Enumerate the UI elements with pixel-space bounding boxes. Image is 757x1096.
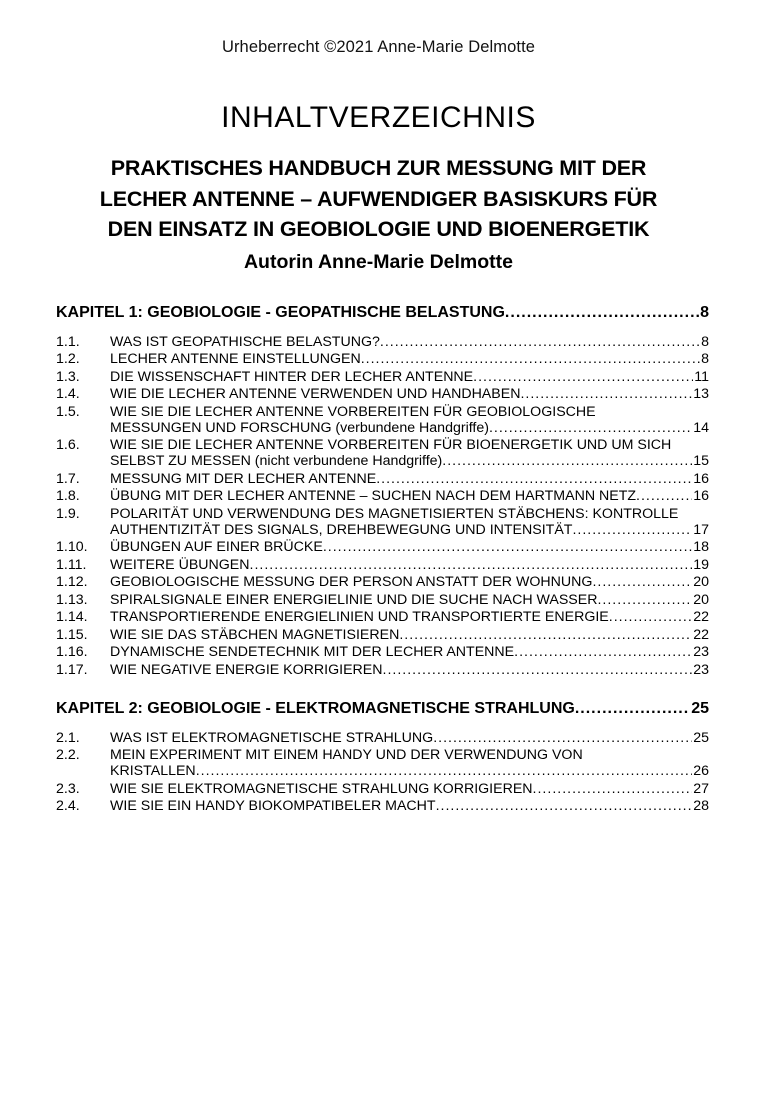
- toc-entry-title: WAS IST ELEKTROMAGNETISCHE STRAHLUNG: [110, 729, 434, 746]
- toc-chapter-page: 8: [700, 303, 709, 321]
- toc-entry-text-block: [110, 386, 709, 402]
- toc-leader-dots: [436, 798, 693, 814]
- toc-entry-number: 2.2.: [56, 747, 80, 764]
- toc-entry-line: [110, 369, 709, 385]
- toc-entry-page: 16: [693, 470, 709, 487]
- toc-entry-line: [110, 539, 709, 555]
- toc-entry[interactable]: [48, 404, 709, 436]
- toc-entry-title: WIE SIE DIE LECHER ANTENNE VORBEREITEN FÜR BIOENERGETIK UND UM SICH: [110, 437, 672, 454]
- toc-entry-text-block: [110, 747, 709, 779]
- toc-entry-text-block: [110, 351, 709, 367]
- toc-entry-line: [110, 662, 709, 678]
- toc-entry[interactable]: [48, 557, 709, 573]
- toc-leader-dots: [433, 730, 692, 746]
- toc-leader-dots: [473, 369, 693, 385]
- subtitle-line-3: DEN EINSATZ IN GEOBIOLOGIE UND BIOENERGETIK: [107, 217, 650, 242]
- toc-entry-number: 1.14.: [56, 609, 88, 626]
- toc-entry-line: [110, 471, 709, 487]
- copyright-line: Urheberrecht ©2021 Anne-Marie Delmotte: [221, 38, 536, 56]
- toc-leader-dots: [575, 700, 690, 718]
- toc-entry[interactable]: [48, 592, 709, 608]
- toc-entry-line: [110, 453, 709, 469]
- toc-entry-title: SPIRALSIGNALE EINER ENERGIELINIE UND DIE SUCHE NACH WASSER: [110, 591, 598, 608]
- toc-entry[interactable]: [48, 351, 709, 367]
- subtitle-line-2: LECHER ANTENNE – AUFWENDIGER BASISKURS FÜR: [99, 186, 658, 211]
- toc-entry-number: 1.17.: [56, 661, 88, 678]
- toc-entry-text-block: [110, 404, 709, 436]
- toc-entry-line: [110, 627, 709, 643]
- toc-entry[interactable]: [48, 437, 709, 469]
- toc-entry-title: WIE SIE DIE LECHER ANTENNE VORBEREITEN FÜR GEOBIOLOGISCHE: [110, 403, 596, 420]
- toc-entry-line: [110, 574, 709, 590]
- toc-entry-line: [110, 404, 709, 420]
- toc-entry-line: [110, 798, 709, 814]
- toc-entry-line: [110, 522, 709, 538]
- toc-entry-title: WIE DIE LECHER ANTENNE VERWENDEN UND HANDHABEN: [110, 386, 521, 403]
- toc-entry-title: WEITERE ÜBUNGEN: [110, 556, 250, 573]
- toc-leader-dots: [323, 539, 692, 555]
- toc-entry-number: 1.15.: [56, 626, 88, 643]
- toc-chapter-row[interactable]: [48, 304, 709, 322]
- toc-entry-line: [110, 334, 709, 350]
- toc-leader-dots: [533, 781, 693, 797]
- toc-entry-line: [110, 488, 709, 504]
- document-subtitle: [52, 153, 705, 245]
- toc-entry-number: 2.4.: [56, 798, 80, 815]
- toc-entry-page: 28: [693, 798, 709, 815]
- toc-entry-text-block: [110, 609, 709, 625]
- toc-entry-page: 13: [693, 386, 709, 403]
- toc-entry-text-block: [110, 437, 709, 469]
- page-title: INHALTVERZEICHNIS: [221, 101, 536, 134]
- toc-entry-page: 14: [693, 419, 709, 436]
- toc-entry[interactable]: [48, 386, 709, 402]
- toc-entry-number: 1.9.: [56, 505, 80, 522]
- toc-entry-text-block: [110, 369, 709, 385]
- subtitle-line-1: PRAKTISCHES HANDBUCH ZUR MESSUNG MIT DER: [110, 156, 647, 180]
- toc-entry-number: 1.11.: [56, 556, 87, 573]
- toc-entry-title: ÜBUNGEN AUF EINER BRÜCKE: [110, 539, 323, 556]
- toc-entry-page: 17: [693, 521, 709, 538]
- toc-entry-page: 19: [693, 556, 709, 573]
- author-line: Autorin Anne-Marie Delmotte: [243, 250, 514, 273]
- toc-entry-text-block: [110, 730, 709, 746]
- toc-entry-page: 20: [693, 591, 709, 608]
- toc-entry[interactable]: [48, 627, 709, 643]
- toc-leader-dots: [196, 763, 693, 779]
- toc-entry-title: LECHER ANTENNE EINSTELLUNGEN: [110, 351, 361, 368]
- toc-entry-title: SELBST ZU MESSEN (nicht verbundene Handgriffe): [110, 453, 443, 470]
- toc-entry-line: [110, 730, 709, 746]
- toc-entry[interactable]: [48, 539, 709, 555]
- toc-entry-text-block: [110, 557, 709, 573]
- toc-entry-line: [110, 420, 709, 436]
- toc-entry-line: [110, 609, 709, 625]
- toc-entry-page: 11: [694, 368, 709, 385]
- toc-chapter-label: KAPITEL 1: GEOBIOLOGIE - GEOPATHISCHE BELASTUNG: [56, 303, 505, 321]
- toc-entry-text-block: [110, 627, 709, 643]
- toc-entry-title: WIE SIE EIN HANDY BIOKOMPATIBELER MACHT: [110, 798, 436, 815]
- toc-entry-title: KRISTALLEN: [110, 763, 196, 780]
- toc-entry-text-block: [110, 644, 709, 660]
- toc-entry-title: WAS IST GEOPATHISCHE BELASTUNG?: [110, 333, 380, 350]
- toc-entry-title: DIE WISSENSCHAFT HINTER DER LECHER ANTENNE: [110, 368, 474, 385]
- toc-leader-dots: [361, 351, 700, 367]
- toc-entry[interactable]: [48, 730, 709, 746]
- toc-leader-dots: [597, 592, 692, 608]
- toc-leader-dots: [250, 557, 693, 573]
- toc-entry-title: TRANSPORTIERENDE ENERGIELINIEN UND TRANSPORTIERTE ENERGIE: [110, 609, 609, 626]
- toc-leader-dots: [380, 334, 700, 350]
- toc-entry-text-block: [110, 798, 709, 814]
- toc-leader-dots: [489, 420, 692, 436]
- toc-entry-line: [110, 437, 709, 453]
- toc-entry-title: WIE SIE ELEKTROMAGNETISCHE STRAHLUNG KORRIGIEREN: [110, 780, 533, 797]
- toc-entry-line: [110, 557, 709, 573]
- toc-leader-dots: [572, 522, 692, 538]
- toc-entry-number: 1.4.: [56, 386, 80, 403]
- toc-leader-dots: [442, 453, 692, 469]
- toc-entry-text-block: [110, 781, 709, 797]
- toc-entry-page: 25: [693, 729, 709, 746]
- toc-entry-text-block: [110, 662, 709, 678]
- toc-entry-page: 8: [701, 351, 709, 368]
- toc-entry[interactable]: [48, 609, 709, 625]
- toc-leader-dots: [592, 574, 692, 590]
- toc-leader-dots: [383, 662, 693, 678]
- toc-entry[interactable]: [48, 662, 709, 678]
- toc-entry-text-block: [110, 334, 709, 350]
- toc-entry-page: 22: [693, 626, 709, 643]
- toc-entry-number: 1.10.: [56, 539, 88, 556]
- toc-entry-line: [110, 763, 709, 779]
- toc-entry-page: 26: [693, 763, 709, 780]
- toc-entry-page: 27: [693, 780, 709, 797]
- toc-leader-dots: [399, 627, 692, 643]
- toc-leader-dots: [609, 609, 692, 625]
- toc-entry-title: WIE SIE DAS STÄBCHEN MAGNETISIEREN: [110, 626, 400, 643]
- toc-entry[interactable]: [48, 798, 709, 814]
- toc-entry-page: 16: [693, 488, 709, 505]
- toc-entry[interactable]: [48, 334, 709, 350]
- toc-chapter-label: KAPITEL 2: GEOBIOLOGIE - ELEKTROMAGNETISCHE STRAHLUNG: [56, 699, 575, 717]
- toc-entry-title: MESSUNGEN UND FORSCHUNG (verbundene Handgriffe): [110, 419, 489, 436]
- toc-entry-text-block: [110, 488, 709, 504]
- toc-entry-text-block: [110, 539, 709, 555]
- toc-entry-number: 1.16.: [56, 644, 88, 661]
- toc-entry-title: GEOBIOLOGISCHE MESSUNG DER PERSON ANSTATT DER WOHNUNG: [110, 574, 593, 591]
- toc-entry-page: 18: [693, 539, 709, 556]
- toc-entry-text-block: [110, 592, 709, 608]
- toc-leader-dots: [376, 471, 692, 487]
- toc-entry-title: POLARITÄT UND VERWENDUNG DES MAGNETISIERTEN STÄBCHENS: KONTROLLE: [110, 505, 679, 522]
- toc-entry-line: [110, 386, 709, 402]
- toc-entry-number: 2.1.: [56, 729, 80, 746]
- toc-entry-number: 1.3.: [56, 368, 80, 385]
- toc-leader-dots: [505, 304, 699, 322]
- toc-leader-dots: [514, 644, 692, 660]
- toc-leader-dots: [636, 488, 692, 504]
- toc-entry-line: [110, 592, 709, 608]
- toc-entry-title: ÜBUNG MIT DER LECHER ANTENNE – SUCHEN NACH DEM HARTMANN NETZ: [110, 488, 637, 505]
- toc-entry-text-block: [110, 506, 709, 538]
- toc-entry-page: 23: [693, 661, 709, 678]
- toc-entry-text-block: [110, 574, 709, 590]
- toc-entry-title: DYNAMISCHE SENDETECHNIK MIT DER LECHER ANTENNE: [110, 644, 515, 661]
- toc-entry-number: 1.2.: [56, 351, 80, 368]
- toc-entry-number: 2.3.: [56, 780, 80, 797]
- toc-entry[interactable]: [48, 471, 709, 487]
- toc-entry-number: 1.13.: [56, 591, 88, 608]
- toc-entry[interactable]: [48, 644, 709, 660]
- toc-entry-page: 15: [693, 453, 709, 470]
- toc-entry-line: [110, 506, 709, 522]
- toc-entry-number: 1.8.: [56, 488, 80, 505]
- toc-entry-number: 1.5.: [56, 403, 80, 420]
- toc-entry[interactable]: [48, 506, 709, 538]
- toc-entry-line: [110, 644, 709, 660]
- toc-entry[interactable]: [48, 369, 709, 385]
- toc-entry-title: WIE NEGATIVE ENERGIE KORRIGIEREN: [110, 661, 383, 678]
- toc-entry-text-block: [110, 471, 709, 487]
- toc-entry-page: 8: [701, 333, 709, 350]
- toc-chapter-row[interactable]: [48, 700, 709, 718]
- toc-entry-page: 20: [693, 574, 709, 591]
- toc-entry[interactable]: [48, 574, 709, 590]
- toc-leader-dots: [520, 386, 692, 402]
- toc-entry-page: 22: [693, 609, 709, 626]
- toc-entry-page: 23: [693, 644, 709, 661]
- toc-entry-title: MEIN EXPERIMENT MIT EINEM HANDY UND DER VERWENDUNG VON: [110, 747, 583, 764]
- toc-entry[interactable]: [48, 488, 709, 504]
- toc-entry-title: MESSUNG MIT DER LECHER ANTENNE: [110, 470, 377, 487]
- table-of-contents: [48, 304, 709, 815]
- toc-entry-number: 1.7.: [56, 470, 80, 487]
- toc-entry-number: 1.6.: [56, 437, 80, 454]
- toc-entry[interactable]: [48, 747, 709, 779]
- toc-entry-line: [110, 351, 709, 367]
- toc-entry[interactable]: [48, 781, 709, 797]
- toc-chapter-page: 25: [691, 699, 709, 717]
- toc-entry-number: 1.1.: [56, 333, 80, 350]
- toc-entry-line: [110, 747, 709, 763]
- toc-entry-line: [110, 781, 709, 797]
- toc-entry-title: AUTHENTIZITÄT DES SIGNALS, DREHBEWEGUNG UND INTENSITÄT: [110, 521, 573, 538]
- toc-entry-number: 1.12.: [56, 574, 88, 591]
